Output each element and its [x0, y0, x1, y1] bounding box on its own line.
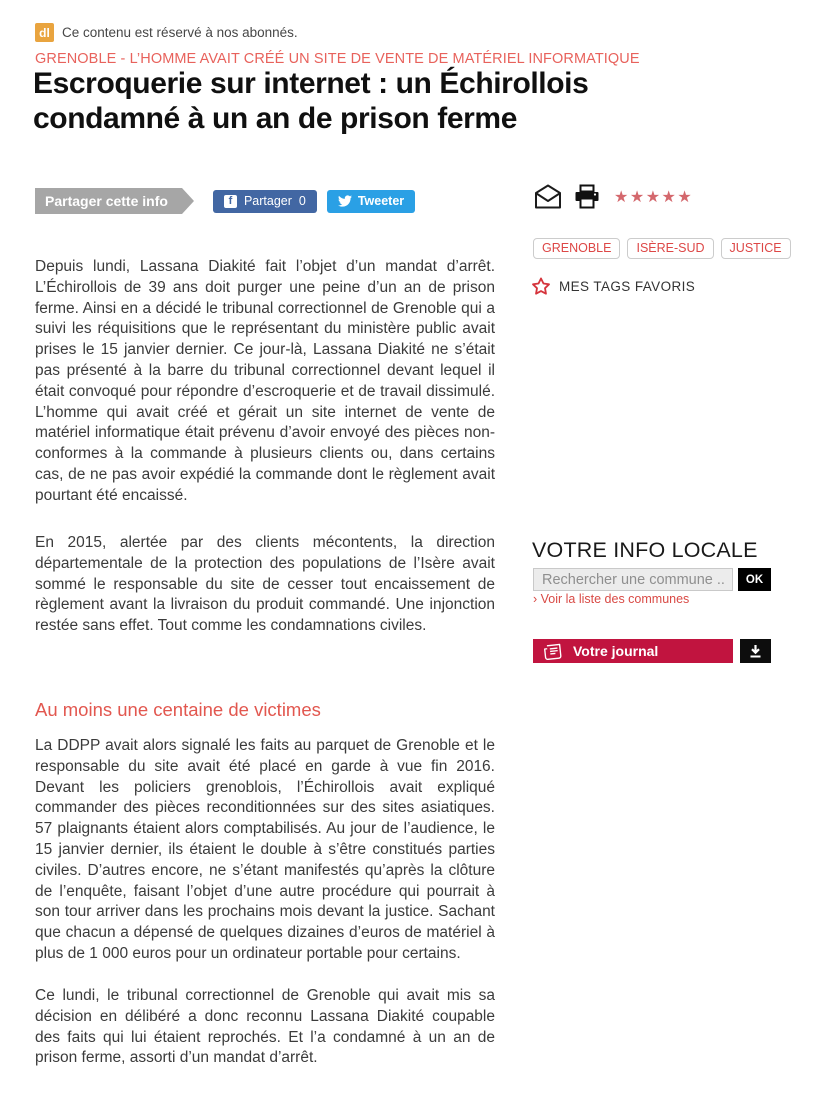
- print-button[interactable]: [574, 184, 600, 210]
- article-paragraph: Ce lundi, le tribunal correctionnel de Grenoble qui avait mis sa décision en délibéré a donc reconnu Lassana Diakité coupable des faits qui lui étaient reprochés. Et l’a condamné à un an de prison ferme, assorti d’un mandat d’arrêt.: [35, 987, 495, 1067]
- envelope-icon: [533, 198, 563, 213]
- article-paragraph: En 2015, alertée par des clients mécontents, la direction départementale de la protection des populations de l’Isère avait sommé le responsable du site de cesser tout encaissement de règlement avant la livraison du produit commandé. Une injonction restée sans effet. Tout comme les condamnations civiles.: [35, 534, 495, 635]
- facebook-icon: f: [224, 195, 237, 208]
- my-favorite-tags[interactable]: [531, 277, 695, 296]
- page-title: Escroquerie sur internet : un Échirollois condamné à un an de prison ferme: [33, 67, 589, 135]
- tag-isere-sud[interactable]: ISÈRE-SUD: [627, 238, 713, 259]
- favorite-tags-label: MES TAGS FAVORIS: [559, 279, 696, 294]
- printer-icon: [574, 198, 600, 213]
- local-info-heading: VOTRE INFO LOCALE: [532, 538, 758, 562]
- tag-grenoble[interactable]: GRENOBLE: [533, 238, 620, 259]
- communes-list-link[interactable]: › Voir la liste des communes: [533, 592, 690, 606]
- share-row: [35, 188, 415, 214]
- journal-row: [533, 639, 771, 663]
- facebook-share-count: 0: [298, 194, 306, 208]
- article-paragraph: La DDPP avait alors signalé les faits au parquet de Grenoble et le responsable du site avait été placé en garde à vue fin 2016. Devant les policiers grenoblois, l’Échirollois avait expliqué commander des pièces reconditionnées sur des sites asiatiques. 57 plaignants étaient alors comptabilisés. Au jour de l’audience, le 15 janvier dernier, ils étaient le double à s’être constitués parties civiles. D’autres encore, ne s’étant manifestés qu’après la clôture de l’enquête, faisant l’objet d’une autre procédure qui pourrait à son tour arriver dans les prochains mois devant la justice. Sachant que chacun a dépensé de quelques dizaines d’euros de matériel à plus de 1 000 euros pour un ordinateur portable pour certains.: [35, 737, 495, 962]
- share-ribbon-label: Partager cette info: [35, 188, 182, 214]
- your-journal-label: Votre journal: [573, 643, 659, 659]
- commune-search: [533, 568, 771, 591]
- facebook-share-button[interactable]: [213, 190, 317, 213]
- article-category[interactable]: GRENOBLE - L’HOMME AVAIT CRÉÉ UN SITE DE VENTE DE MATÉRIEL INFORMATIQUE: [35, 51, 640, 67]
- rating-stars[interactable]: ★★★★★: [614, 188, 694, 206]
- twitter-share-button[interactable]: [327, 190, 415, 213]
- tag-justice[interactable]: JUSTICE: [721, 238, 791, 259]
- twitter-icon: [338, 195, 352, 207]
- favorite-star-icon: [531, 277, 551, 296]
- commune-search-ok-button[interactable]: OK: [738, 568, 771, 591]
- commune-search-input[interactable]: [533, 568, 733, 591]
- facebook-share-label: Partager: [243, 194, 292, 208]
- dl-logo-icon: dl: [35, 23, 54, 42]
- newspaper-icon: [542, 641, 565, 660]
- article-paragraph: Depuis lundi, Lassana Diakité fait l’objet d’un mandat d’arrêt. L’Échirollois de 39 ans doit purger une peine d’un an de prison ferme. Ainsi en a décidé le tribunal correctionnel de Grenoble qui a suivi les réquisitions que le représentant du ministère public avait prises le 15 janvier dernier. Ce jour-là, Lassana Diakité ne s’était pas présenté à la barre du tribunal correctionnel devant lequel il était convoqué pour répondre d’escroquerie et de travail dissimulé. L’homme qui avait créé et gérait un site internet de vente de matériel informatique était prévenu d’avoir envoyé des pièces non-conformes à la commande à plusieurs clients ou, dans certains cas, de ne pas avoir expédié la commande dont le règlement avait pourtant été encaissé.: [35, 258, 495, 504]
- your-journal-banner[interactable]: [533, 639, 733, 663]
- journal-download-button[interactable]: [740, 639, 771, 663]
- subscriber-notice: Ce contenu est réservé à nos abonnés.: [62, 25, 298, 40]
- tags-row: [533, 238, 791, 259]
- subscriber-notice-bar: [35, 23, 298, 42]
- twitter-share-label: Tweeter: [357, 194, 405, 208]
- article-actions: [533, 183, 693, 210]
- email-share-button[interactable]: [533, 183, 563, 210]
- article-subheading: Au moins une centaine de victimes: [35, 699, 321, 720]
- download-icon: [748, 644, 763, 659]
